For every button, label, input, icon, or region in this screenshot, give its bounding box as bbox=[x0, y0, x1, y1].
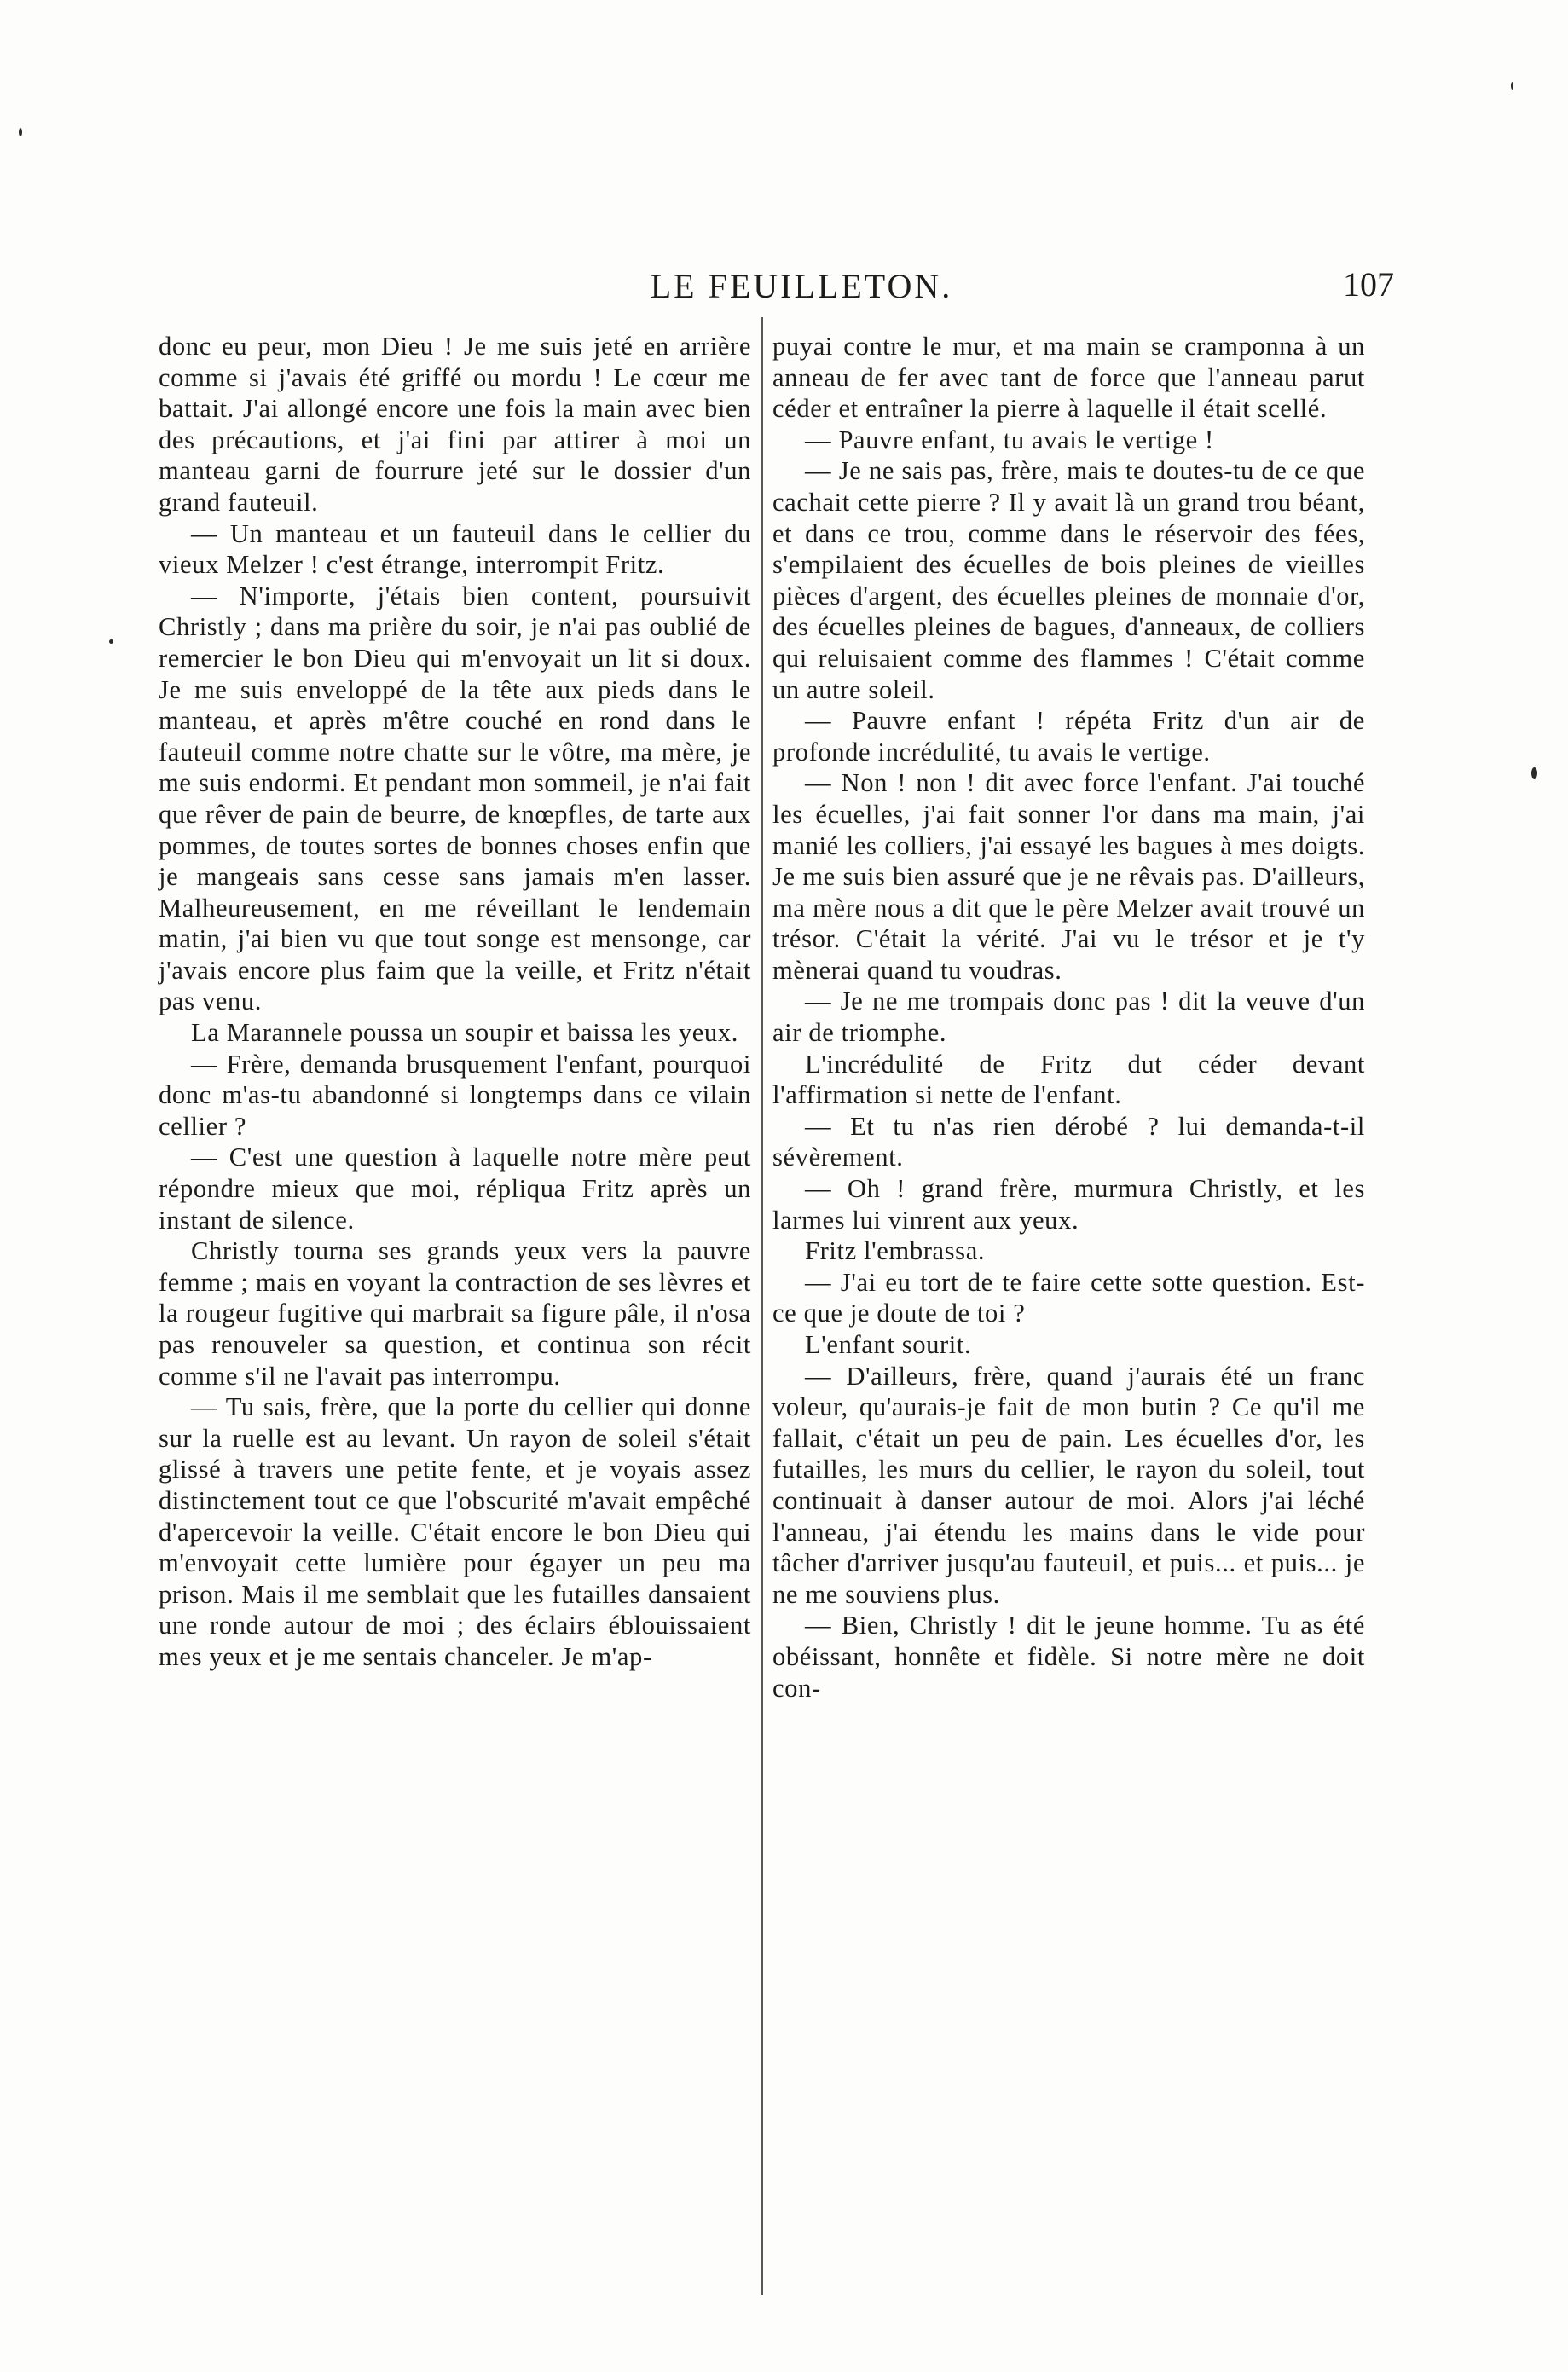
paragraph: — Frère, demanda brusquement l'enfant, pourquoi donc m'as-tu abandonné si longtemps dans ce vilain cellier ? bbox=[159, 1049, 751, 1141]
column-divider bbox=[761, 317, 763, 2295]
paragraph: — Un manteau et un fauteuil dans le cellier du vieux Melzer ! c'est étrange, interrompit Fritz. bbox=[159, 518, 751, 580]
running-header-title: LE FEUILLETON. bbox=[650, 267, 953, 305]
paragraph: puyai contre le mur, et ma main se cramponna à un anneau de fer avec tant de force que l'anneau parut céder et entraîner la pierre à laquelle il était scellé. bbox=[772, 332, 1365, 424]
paragraph: — Pauvre enfant, tu avais le vertige ! bbox=[805, 425, 1214, 454]
paragraph: — Et tu n'as rien dérobé ? lui demanda-t-il sévèrement. bbox=[772, 1111, 1365, 1172]
paragraph: — N'importe, j'étais bien content, poursuivit Christly ; dans ma prière du soir, je n'ai pas oublié de remercier le bon Dieu qui m'envoyait un lit si doux. Je me suis enveloppé de la tête aux pieds dans le manteau, et après m'être couché en rond dans le fauteuil comme notre chatte sur le vôtre, ma mère, je me suis endormi. Et pendant mon sommeil, je n'ai fait que rêver de pain de beurre, de knœpfles, de tarte aux pommes, de toutes sortes de bonnes choses enfin que je mangeais sans cesse sans jamais m'en lasser. Malheureusement, en me réveillant le lendemain matin, j'ai bien vu que tout songe est mensonge, car j'avais encore plus faim que la veille, et Fritz n'était pas venu. bbox=[159, 581, 751, 1016]
paragraph: La Marannele poussa un soupir et baissa les yeux. bbox=[191, 1018, 738, 1048]
right-text-column bbox=[772, 331, 1365, 1704]
paragraph: — Bien, Christly ! dit le jeune homme. Tu as été obéissant, honnête et fidèle. Si notre mère ne doit con- bbox=[772, 1611, 1365, 1703]
paragraph: — Non ! non ! dit avec force l'enfant. J'ai touché les écuelles, j'ai fait sonner l'or dans ma main, j'ai manié les colliers, j'ai essayé les bagues à mes doigts. Je me suis bien assuré que je ne rêvais pas. D'ailleurs, ma mère nous a dit que le père Melzer avait trouvé un trésor. C'était la vérité. J'ai vu le trésor et je t'y mènerai quand tu voudras. bbox=[772, 768, 1365, 985]
page-number: 107 bbox=[1343, 265, 1394, 304]
paragraph: L'enfant sourit. bbox=[805, 1330, 972, 1359]
scan-speck bbox=[109, 639, 113, 644]
paragraph: — Pauvre enfant ! répéta Fritz d'un air de profonde incrédulité, tu avais le vertige. bbox=[772, 706, 1365, 767]
paragraph: — Oh ! grand frère, murmura Christly, et les larmes lui vinrent aux yeux. bbox=[772, 1174, 1365, 1235]
scan-speck bbox=[1511, 82, 1513, 90]
paragraph: — C'est une question à laquelle notre mère peut répondre mieux que moi, répliqua Fritz après un instant de silence. bbox=[159, 1143, 751, 1235]
scan-speck bbox=[19, 128, 22, 136]
paragraph: donc eu peur, mon Dieu ! Je me suis jeté en arrière comme si j'avais été griffé ou mordu ! Le cœur me battait. J'ai allongé encore une fois la main avec bien des précautions, et j'ai fini par attirer à moi un manteau garni de fourrure jeté sur le dossier d'un grand fauteuil. bbox=[159, 332, 751, 517]
scan-speck bbox=[1531, 767, 1537, 779]
paragraph: L'incrédulité de Fritz dut céder devant l'affirmation si nette de l'enfant. bbox=[772, 1049, 1365, 1110]
paragraph: — Je ne me trompais donc pas ! dit la veuve d'un air de triomphe. bbox=[772, 986, 1365, 1048]
left-text-column bbox=[159, 331, 751, 1673]
paragraph: Christly tourna ses grands yeux vers la pauvre femme ; mais en voyant la contraction de ses lèvres et la rougeur fugitive qui marbrait sa figure pâle, il n'osa pas renouveler sa question, et continua son récit comme s'il ne l'avait pas interrompu. bbox=[159, 1236, 751, 1391]
paragraph: — Je ne sais pas, frère, mais te doutes-tu de ce que cachait cette pierre ? Il y avait là un grand trou béant, et dans ce trou, comme dans le réservoir des fées, s'empilaient des écuelles de bois pleines de vieilles pièces d'argent, des écuelles pleines de monnaie d'or, des écuelles pleines de bagues, d'anneaux, de colliers qui reluisaient comme des flammes ! C'était comme un autre soleil. bbox=[772, 456, 1365, 704]
paragraph: — Tu sais, frère, que la porte du cellier qui donne sur la ruelle est au levant. Un rayon de soleil s'était glissé à travers une petite fente, et je voyais assez distinctement tout ce que l'obscurité m'avait empêché d'apercevoir la veille. C'était encore le bon Dieu qui m'envoyait cette lumière pour égayer un peu ma prison. Mais il me semblait que les futailles dansaient une ronde autour de moi ; des éclairs éblouissaient mes yeux et je me sentais chanceler. Je m'ap- bbox=[159, 1392, 751, 1671]
paragraph: Fritz l'embrassa. bbox=[805, 1236, 986, 1266]
paragraph: — D'ailleurs, frère, quand j'aurais été un franc voleur, qu'aurais-je fait de mon butin ? Ce qu'il me fallait, c'était un peu de pain. Les écuelles d'or, les futailles, les murs du cellier, le rayon du soleil, tout continuait à danser autour de moi. Alors j'ai léché l'anneau, j'ai étendu les mains dans le vide pour tâcher d'arriver jusqu'au fauteuil, et puis... et puis... je ne me souviens plus. bbox=[772, 1361, 1365, 1609]
paragraph: — J'ai eu tort de te faire cette sotte question. Est-ce que je doute de toi ? bbox=[772, 1267, 1365, 1328]
